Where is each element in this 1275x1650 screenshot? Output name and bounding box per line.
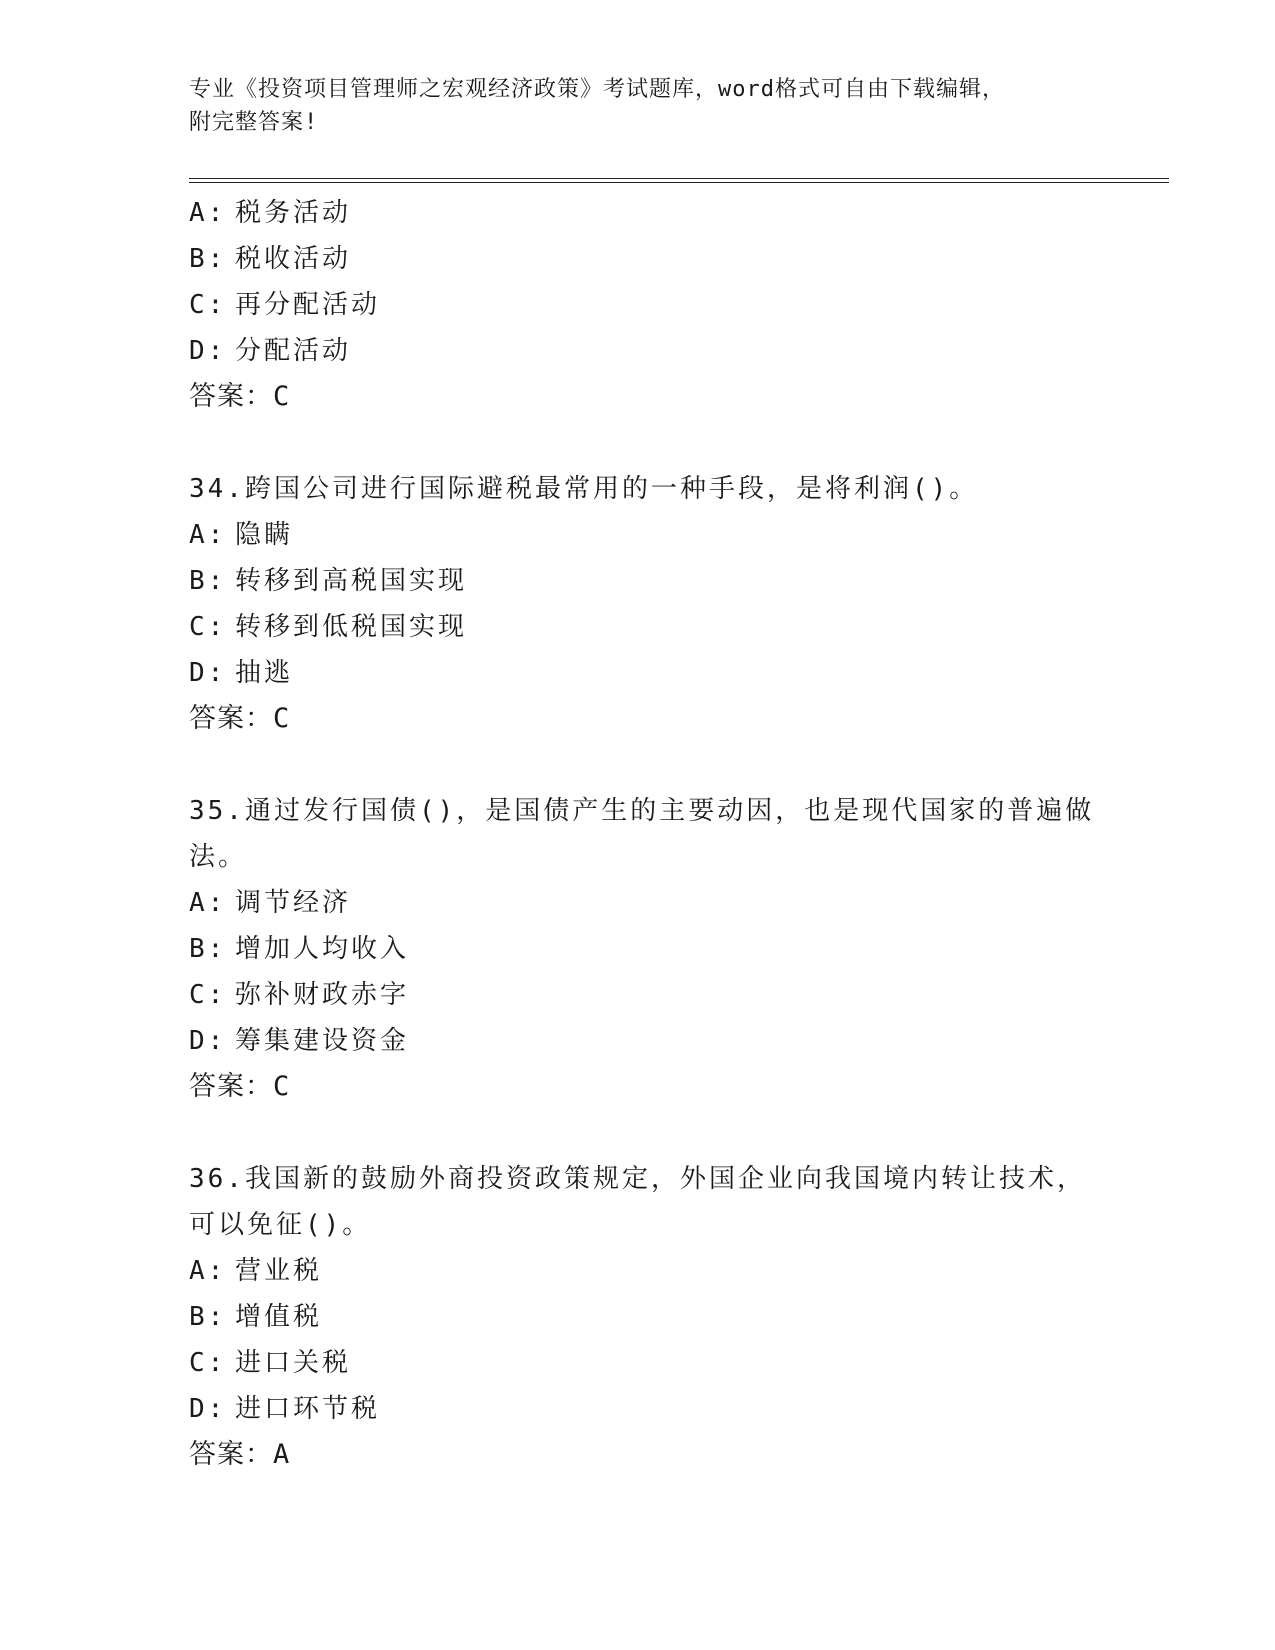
option-text: 弥补财政赤字 (235, 980, 410, 1010)
question-stem-line: 35.通过发行国债()，是国债产生的主要动因，也是现代国家的普遍做 (189, 796, 1095, 826)
option-a (189, 190, 1089, 236)
option-label: D: (189, 336, 227, 366)
question-content (189, 190, 1095, 1478)
option-label: B: (189, 244, 227, 274)
option-text: 筹集建设资金 (235, 1026, 410, 1056)
option-text: 分配活动 (235, 336, 352, 366)
option-text: 进口关税 (235, 1348, 352, 1378)
option-label: B: (189, 566, 227, 596)
option-text: 转移到低税国实现 (235, 612, 468, 642)
option-label: C: (189, 290, 227, 320)
option-text: 增值税 (235, 1302, 323, 1332)
option-c (189, 604, 1089, 650)
option-text: 再分配活动 (235, 290, 381, 320)
option-label: C: (189, 612, 227, 642)
option-b (189, 236, 1089, 282)
option-d (189, 328, 1089, 374)
option-c (189, 282, 1089, 328)
option-c (189, 1340, 1089, 1386)
option-label: A: (189, 198, 227, 228)
option-label: D: (189, 658, 227, 688)
document-header (189, 73, 1089, 139)
question-33 (189, 190, 1089, 420)
answer-line: 答案：A (189, 1439, 291, 1470)
option-b (189, 1294, 1089, 1340)
option-label: B: (189, 1302, 227, 1332)
option-text: 税务活动 (235, 198, 352, 228)
option-text: 抽逃 (235, 658, 294, 688)
option-text: 税收活动 (235, 244, 352, 274)
option-c (189, 972, 1089, 1018)
option-text: 增加人均收入 (235, 934, 410, 964)
option-text: 隐瞒 (235, 520, 294, 550)
question-35 (189, 788, 1095, 1110)
answer-line: 答案：C (189, 703, 291, 734)
option-d (189, 1018, 1089, 1064)
question-stem-line: 34.跨国公司进行国际避税最常用的一种手段，是将利润()。 (189, 474, 979, 504)
option-text: 进口环节税 (235, 1394, 381, 1424)
question-stem-line: 36.我国新的鼓励外商投资政策规定，外国企业向我国境内转让技术， (189, 1164, 1086, 1194)
question-stem-line: 可以免征()。 (189, 1210, 372, 1240)
option-b (189, 926, 1089, 972)
option-text: 营业税 (235, 1256, 323, 1286)
question-34 (189, 466, 1089, 742)
option-label: C: (189, 980, 227, 1010)
option-d (189, 1386, 1089, 1432)
answer-line: 答案：C (189, 381, 291, 412)
option-label: C: (189, 1348, 227, 1378)
option-label: D: (189, 1026, 227, 1056)
answer-line: 答案：C (189, 1071, 291, 1102)
question-36 (189, 1156, 1089, 1478)
option-a (189, 880, 1089, 926)
header-divider (189, 178, 1169, 183)
option-label: D: (189, 1394, 227, 1424)
option-a (189, 1248, 1089, 1294)
header-line-2: 附完整答案! (189, 110, 319, 135)
option-d (189, 650, 1089, 696)
option-label: A: (189, 520, 227, 550)
header-line-1: 专业《投资项目管理师之宏观经济政策》考试题库，word格式可自由下载编辑， (189, 77, 1005, 102)
option-label: B: (189, 934, 227, 964)
option-text: 调节经济 (235, 888, 352, 918)
option-text: 转移到高税国实现 (235, 566, 468, 596)
question-stem-line: 法。 (189, 842, 248, 872)
option-label: A: (189, 888, 227, 918)
option-b (189, 558, 1089, 604)
option-a (189, 512, 1089, 558)
option-label: A: (189, 1256, 227, 1286)
